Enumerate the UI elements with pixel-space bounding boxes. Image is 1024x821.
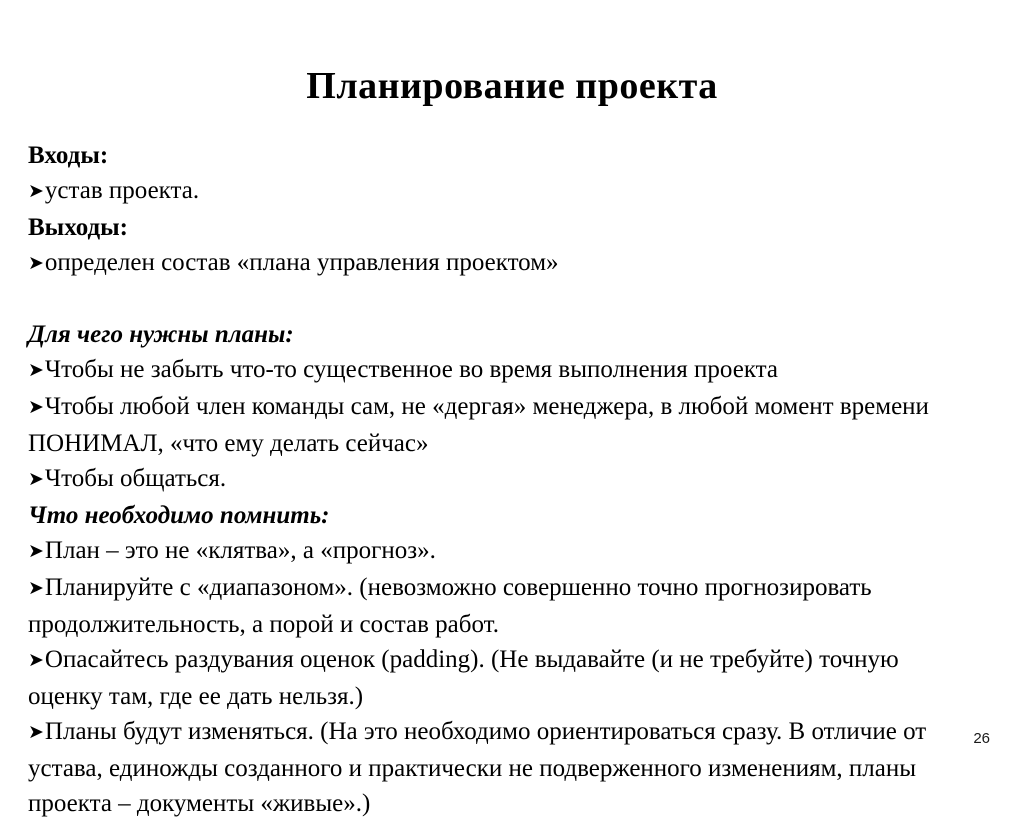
list-item-label: План – это не «клятва», а «прогноз». bbox=[44, 537, 436, 564]
arrow-bullet-icon: ➤ bbox=[28, 252, 44, 274]
list-item bbox=[28, 533, 980, 570]
list-item bbox=[28, 714, 980, 751]
list-item-continuation: продолжительность, а порой и состав работ. bbox=[28, 611, 499, 638]
list-item-label: Опасайтесь раздувания оценок (padding). (Не выдавайте (и не требуйте) точную bbox=[44, 646, 899, 673]
list-item bbox=[28, 352, 980, 389]
list-item-continuation: ПОНИМАЛ, «что ему делать сейчас» bbox=[28, 430, 429, 457]
arrow-bullet-icon: ➤ bbox=[28, 468, 44, 490]
list-item bbox=[28, 461, 980, 498]
arrow-bullet-icon: ➤ bbox=[28, 359, 44, 381]
arrow-bullet-icon: ➤ bbox=[28, 396, 44, 418]
section-header-outputs: Выходы: bbox=[28, 214, 129, 241]
list-item-label: Чтобы любой член команды сам, не «дергая» менеджера, в любой момент времени bbox=[44, 393, 929, 420]
arrow-bullet-icon: ➤ bbox=[28, 540, 44, 562]
section-header-why-plans: Для чего нужны планы: bbox=[28, 321, 294, 348]
list-item-continuation: оценку там, где ее дать нельзя.) bbox=[28, 683, 364, 710]
list-item-label: Планируйте с «диапазоном». (невозможно совершенно точно прогнозировать bbox=[44, 574, 872, 601]
arrow-bullet-icon: ➤ bbox=[28, 649, 44, 671]
page-number: 26 bbox=[973, 730, 990, 747]
list-item-label: устав проекта. bbox=[44, 177, 200, 204]
list-item-label: Чтобы общаться. bbox=[44, 465, 227, 492]
arrow-bullet-icon: ➤ bbox=[28, 577, 44, 599]
list-item-continuation: устава, единожды созданного и практически не подверженного изменениям, планы bbox=[28, 755, 917, 782]
list-item bbox=[28, 642, 980, 679]
list-item-label: Планы будут изменяться. (На это необходимо ориентироваться сразу. В отличие от bbox=[44, 718, 927, 745]
slide-body bbox=[28, 138, 980, 821]
section-header-inputs: Входы: bbox=[28, 142, 109, 169]
arrow-bullet-icon: ➤ bbox=[28, 180, 44, 202]
list-item-continuation: проекта – документы «живые».) bbox=[28, 790, 371, 817]
list-item bbox=[28, 245, 980, 282]
arrow-bullet-icon: ➤ bbox=[28, 721, 44, 743]
section-spacer bbox=[28, 282, 980, 317]
list-item bbox=[28, 173, 980, 210]
section-header-remember: Что необходимо помнить: bbox=[28, 502, 330, 529]
list-item-label: Чтобы не забыть что-то существенное во время выполнения проекта bbox=[44, 356, 778, 383]
list-item-label: определен состав «плана управления проектом» bbox=[44, 249, 559, 276]
list-item bbox=[28, 570, 980, 607]
page-title: Планирование проекта bbox=[306, 65, 718, 108]
list-item bbox=[28, 389, 980, 426]
